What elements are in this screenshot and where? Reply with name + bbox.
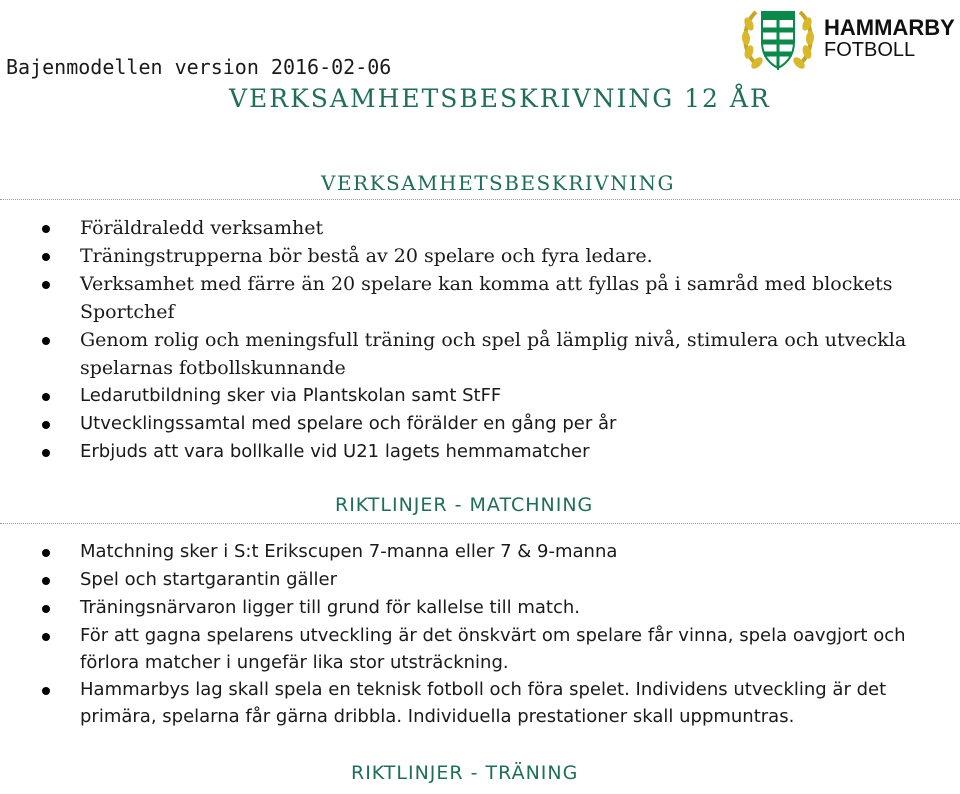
bullet-icon: [42, 253, 50, 261]
list-item: För att gagna spelarens utveckling är det önskvärt om spelare får vinna, spela oavgjort och förlora matcher i ungefär lika stor utsträckning.: [0, 622, 960, 676]
logo-text-fotboll: FOTBOLL: [824, 39, 916, 61]
verksamhet-list: [0, 214, 960, 466]
bullet-icon: [42, 421, 50, 429]
matchning-list: [0, 538, 960, 730]
bullet-icon: [42, 393, 50, 401]
list-item: Träningstrupperna bör bestå av 20 spelare och fyra ledare.: [0, 242, 960, 270]
section-divider: [0, 523, 960, 524]
page-title: VERKSAMHETSBESKRIVNING 12 ÅR: [229, 84, 771, 113]
list-item: Träningsnärvaron ligger till grund för kallelse till match.: [0, 594, 960, 622]
list-item: Verksamhet med färre än 20 spelare kan komma att fyllas på i samråd med blockets Sportchef: [0, 270, 960, 326]
section-heading-matchning: RIKTLINJER - MATCHNING: [335, 494, 594, 516]
bullet-icon: [42, 687, 50, 695]
bullet-icon: [42, 549, 50, 557]
list-item: Utvecklingssamtal med spelare och förälder en gång per år: [0, 410, 960, 438]
section-heading-traning: RIKTLINJER - TRÄNING: [351, 762, 579, 784]
bullet-icon: [42, 577, 50, 585]
bullet-icon: [42, 225, 50, 233]
logo-text-hammarby: HAMMARBY: [824, 15, 955, 40]
hammarby-crest-icon: [740, 2, 816, 76]
bullet-icon: [42, 337, 50, 345]
list-item: Genom rolig och meningsfull träning och spel på lämplig nivå, stimulera och utveckla spelarnas fotbollskunnande: [0, 326, 960, 382]
list-item: Erbjuds att vara bollkalle vid U21 lagets hemmamatcher: [0, 438, 960, 466]
list-item: Spel och startgarantin gäller: [0, 566, 960, 594]
list-item: Ledarutbildning sker via Plantskolan samt StFF: [0, 382, 960, 410]
list-item: Matchning sker i S:t Erikscupen 7-manna eller 7 & 9-manna: [0, 538, 960, 566]
bullet-icon: [42, 281, 50, 289]
bullet-icon: [42, 449, 50, 457]
list-item: Föräldraledd verksamhet: [0, 214, 960, 242]
section-divider: [0, 199, 960, 200]
section-heading-verksamhetsbeskrivning: VERKSAMHETSBESKRIVNING: [321, 171, 675, 195]
list-item: Hammarbys lag skall spela en teknisk fotboll och föra spelet. Individens utveckling är det primära, spelarna får gärna dribbla. Individuella prestationer skall uppmuntras.: [0, 676, 960, 730]
bullet-icon: [42, 605, 50, 613]
document-version: Bajenmodellen version 2016-02-06: [6, 55, 392, 79]
club-logo: [740, 2, 960, 76]
bullet-icon: [42, 633, 50, 641]
